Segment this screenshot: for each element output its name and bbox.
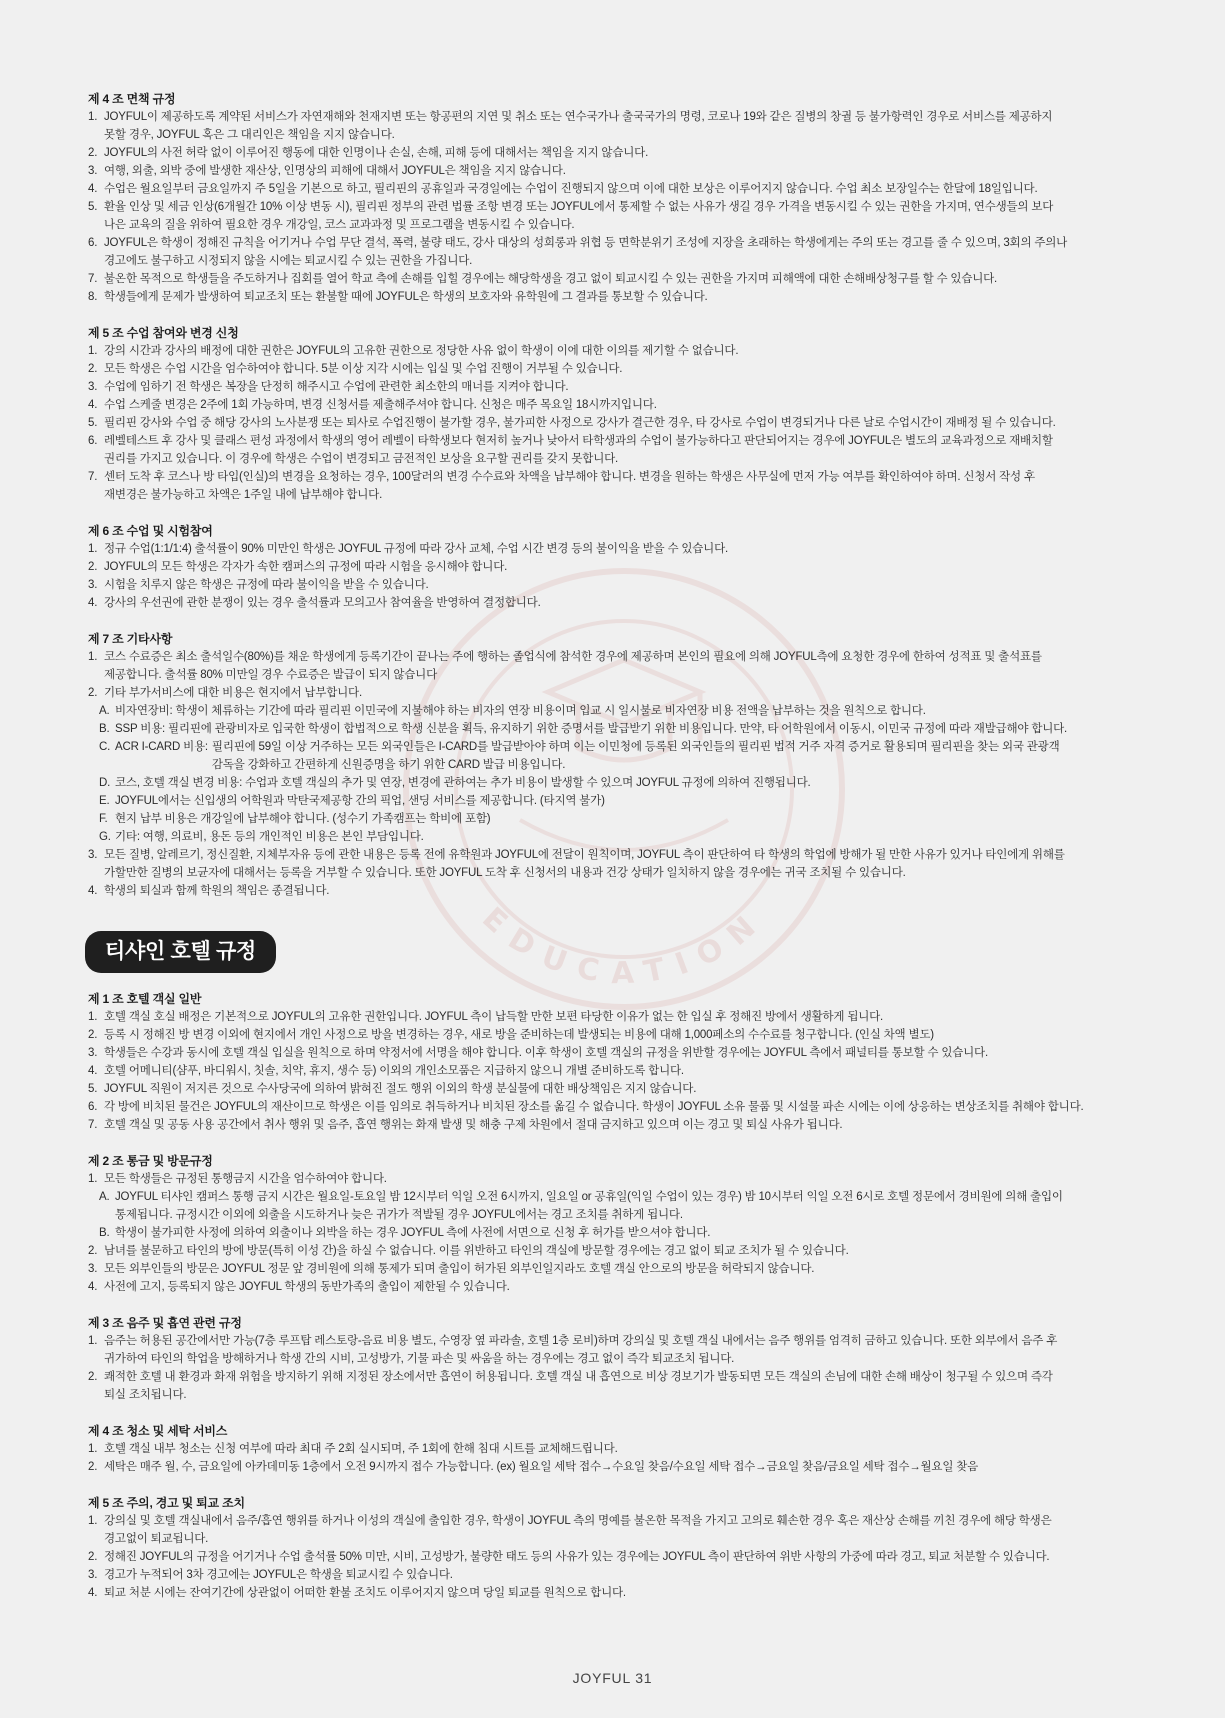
item-text [104, 1368, 1053, 1404]
text-line: 수업은 월요일부터 금요일까지 주 5일을 기본으로 하고, 필리핀의 공휴일과 국경일에는 수업이 진행되지 않으며 이에 대한 보상은 이루어지지 않습니다. 수업 최소 보장일수는 한달에 18일입니다. [104, 183, 1038, 195]
item-text [104, 882, 329, 900]
text-line: 권리를 가지고 있습니다. 이 경우에 학생은 수업이 변경되고 금전적인 보상을 요구할 권리를 갖지 못합니다. [104, 453, 619, 465]
item-number: 1. [88, 345, 98, 357]
list-item [88, 1458, 1178, 1476]
list-item [88, 1548, 1178, 1566]
list-item [88, 1098, 1178, 1116]
text-line: 호텔 객실 및 공동 사용 공간에서 취사 행위 및 음주, 흡연 행위는 화재 발생 및 해충 구제 차원에서 절대 금지하고 있으며 이는 경고 및 퇴실 사유가 됩니다. [104, 1119, 843, 1131]
academy-terms [88, 90, 1178, 900]
item-text [104, 180, 1037, 198]
item-number: 4. [88, 1065, 98, 1077]
list-item [88, 432, 1178, 468]
list-item [88, 1170, 1178, 1188]
item-text [104, 432, 1053, 468]
watermark-text: EDUCATION [475, 900, 773, 992]
item-text [104, 1044, 988, 1062]
item-text [104, 162, 566, 180]
list-item [88, 162, 1178, 180]
sub-item-letter: B. [99, 723, 110, 735]
item-number: 2. [88, 147, 98, 159]
item-label: ACR I-CARD 비용: [115, 741, 208, 753]
item-text [104, 1458, 978, 1476]
item-number: 2. [88, 1551, 98, 1563]
text-line: 정해진 JOYFUL의 규정을 어기거나 수업 출석률 50% 미만, 시비, 고성방가, 불량한 태도 등의 사유가 있는 경우에는 JOYFUL 측이 판단하여 위반 사항의 가중에 따라 경고, 퇴교 처분할 수 있습니다. [104, 1551, 1050, 1563]
item-number: 4. [88, 597, 98, 609]
item-text [104, 378, 568, 396]
list-item [88, 1116, 1178, 1134]
item-number: 1. [88, 1173, 98, 1185]
text-line: 수업 스케줄 변경은 2주에 1회 가능하며, 변경 신청서를 제출해주셔야 합니다. 신청은 매주 목요일 18시까지입니다. [104, 399, 657, 411]
item-number: 1. [88, 651, 98, 663]
list-item [88, 576, 1178, 594]
item-number: 2. [88, 561, 98, 573]
item-text [104, 198, 1053, 234]
item-number: 2. [88, 1461, 98, 1473]
item-text [104, 648, 1042, 684]
item-text [104, 1062, 684, 1080]
item-number: 4. [88, 399, 98, 411]
item-text [104, 576, 429, 594]
text-line: 가할만한 질병의 보균자에 대해서는 등록을 거부할 수 있습니다. 또한 JOYFUL 도착 후 신청서의 내용과 건강 상태가 일치하지 않을 경우에는 귀국 조치될 수 있습니다. [104, 867, 906, 879]
text-line: 현지 납부 비용은 개강일에 납부해야 합니다. (성수기 가족캠프는 학비에 포함) [115, 813, 491, 825]
text-line: 필리핀에 59일 이상 거주하는 모든 외국인들은 I-CARD를 발급받아야 하며 이는 이민청에 등록된 외국인들의 필리핀 법적 거주 자격 증거로 활용되며 필리핀을 찾는 외국 관광객 [211, 741, 1060, 753]
list-item [88, 360, 1178, 378]
text-line: 재변경은 불가능하고 차액은 1주일 내에 납부해야 합니다. [104, 489, 383, 501]
item-number: 1. [88, 1335, 98, 1347]
text-line: 각 방에 비치된 물건은 JOYFUL의 재산이므로 학생은 이를 임의로 취득하거나 비치된 장소를 옮길 수 없습니다. 학생이 JOYFUL 소유 물품 및 시설물 파손 시에는 이에 상응하는 변상조치를 취해야 합니다. [104, 1101, 1084, 1113]
text-line: JOYFUL의 모든 학생은 각자가 속한 캠퍼스의 규정에 따라 시험을 응시해야 합니다. [104, 561, 508, 573]
text-line: 환율 인상 및 세금 인상(6개월간 10% 이상 변동 시), 필리핀 정부의 관련 법률 조항 변경 또는 JOYFUL에서 통제할 수 없는 사유가 생길 경우 가격을 변동시킬 수 있는 권한을 가지며, 연수생들의 보다 [104, 201, 1054, 213]
item-text [104, 1278, 510, 1296]
text-line: 제공합니다. 출석률 80% 미만일 경우 수료증은 발급이 되지 않습니다 [104, 669, 438, 681]
text-line: 여행, 외출, 외박 중에 발생한 재산상, 인명상의 피해에 대해서 JOYFUL은 책임을 지지 않습니다. [104, 165, 566, 177]
text-line: SSP 비용: 필리핀에 관광비자로 입국한 학생이 합법적으로 학생 신분을 획득, 유지하기 위한 증명서를 발급받기 위한 비용입니다. 만약, 타 어학원에서 이동시, 이민국 규정에 따라 재발급해야 합니다. [115, 723, 1068, 735]
text-line: 경고에도 불구하고 시정되지 않을 시에는 퇴교시킬 수 있는 권한을 가집니다. [104, 255, 473, 267]
item-number: 2. [88, 1371, 98, 1383]
list-item [88, 1008, 1178, 1026]
list-item [88, 144, 1178, 162]
item-text [115, 1224, 710, 1242]
article-section [88, 990, 1178, 1134]
text-line: 나은 교육의 질을 위하여 필요한 경우 개강일, 코스 교과과정 및 프로그램을 변동시킬 수 있습니다. [104, 219, 575, 231]
sub-list-item [88, 1188, 1178, 1224]
list-item [88, 594, 1178, 612]
item-text [104, 1440, 618, 1458]
item-text [115, 828, 424, 846]
page-number: JOYFUL 31 [572, 1670, 653, 1686]
text-line: 세탁은 매주 월, 수, 금요일에 아카데미동 1층에서 오전 9시까지 접수 가능합니다. (ex) 월요일 세탁 접수→수요일 찾음/수요일 세탁 접수→금요일 찾음/금요일 세탁 접수→월요일 찾음 [104, 1461, 979, 1473]
item-text [104, 414, 1056, 432]
list-item [88, 270, 1178, 288]
item-text [104, 468, 1035, 504]
list-item [88, 108, 1178, 144]
item-text [104, 558, 507, 576]
list-item [88, 1566, 1178, 1584]
article-section [88, 630, 1178, 900]
item-text [104, 1026, 934, 1044]
item-number: 6. [88, 435, 98, 447]
item-number: 7. [88, 273, 98, 285]
sub-list-item [88, 792, 1178, 810]
sub-list-item [88, 774, 1178, 792]
item-number: 3. [88, 1263, 98, 1275]
item-text [104, 1584, 626, 1602]
list-item [88, 1332, 1178, 1368]
list-item [88, 1368, 1178, 1404]
text-line: JOYFUL 티샤인 캠퍼스 통행 금지 시간은 월요일-토요일 밤 12시부터 익일 오전 6시까지, 일요일 or 공휴일(익일 수업이 있는 경우) 밤 10시부터 익일 오전 6시로 호텔 정문에서 경비원에 의해 출입이 [115, 1191, 1063, 1203]
item-number: 8. [88, 291, 98, 303]
list-item [88, 1080, 1178, 1098]
sub-list-item [88, 1224, 1178, 1242]
item-number: 2. [88, 1245, 98, 1257]
svg-text:EDUCATION [475, 901, 773, 992]
item-text [104, 288, 708, 306]
item-text [115, 720, 1067, 738]
text-line: 기타: 여행, 의료비, 용돈 등의 개인적인 비용은 본인 부담입니다. [115, 831, 424, 843]
article-section [88, 90, 1178, 306]
list-item [88, 540, 1178, 558]
item-number: 2. [88, 687, 98, 699]
list-item [88, 1242, 1178, 1260]
item-number: 7. [88, 1119, 98, 1131]
list-item [88, 1512, 1178, 1548]
text-line: 학생들에게 문제가 발생하여 퇴교조치 또는 환불할 때에 JOYFUL은 학생의 보호자와 유학원에 그 결과를 통보할 수 있습니다. [104, 291, 708, 303]
list-item [88, 414, 1178, 432]
text-line: 사전에 고지, 등록되지 않은 JOYFUL 학생의 동반가족의 출입이 제한될 수 있습니다. [104, 1281, 510, 1293]
text-line: 못할 경우, JOYFUL 혹은 그 대리인은 책임을 지지 않습니다. [104, 129, 395, 141]
list-item [88, 342, 1178, 360]
hotel-terms [88, 990, 1178, 1602]
item-number: 3. [88, 1569, 98, 1581]
list-item [88, 180, 1178, 198]
list-item [88, 1062, 1178, 1080]
item-text [104, 1260, 814, 1278]
sub-item-letter: D. [99, 777, 111, 789]
item-text [104, 594, 541, 612]
list-item [88, 234, 1178, 270]
sub-item-letter: B. [99, 1227, 110, 1239]
text-line: 감독을 강화하고 간편하게 신원증명을 하기 위한 CARD 발급 비용입니다. [211, 759, 566, 771]
item-text [104, 1242, 849, 1260]
text-line: 퇴교 처분 시에는 잔여기간에 상관없이 어떠한 환불 조치도 이루어지지 않으며 당일 퇴교를 원칙으로 합니다. [104, 1587, 626, 1599]
text-line: 코스 수료증은 최소 출석일수(80%)를 채운 학생에게 등록기간이 끝나는 주에 행하는 졸업식에 참석한 경우에 제공하며 본인의 필요에 의해 JOYFUL측에 요청한 경우에 한하여 성적표 및 출석표를 [104, 651, 1042, 663]
text-line: 강의실 및 호텔 객실내에서 음주/흡연 행위를 하거나 이성의 객실에 출입한 경우, 학생이 JOYFUL 측의 명예를 불온한 목적을 가지고 고의로 훼손한 경우 혹은 재산상 손해를 끼친 경우에 해당 학생은 [104, 1515, 1052, 1527]
sub-item-letter: G. [99, 831, 111, 843]
item-text [115, 1188, 1063, 1224]
list-item [88, 378, 1178, 396]
item-number: 3. [88, 381, 98, 393]
item-number: 7. [88, 471, 98, 483]
article-section [88, 1314, 1178, 1404]
list-item [88, 396, 1178, 414]
sub-item-letter: F. [99, 813, 108, 825]
list-item [88, 846, 1178, 882]
text-line: JOYFUL의 사전 허락 없이 이루어진 행동에 대한 인명이나 손실, 손해, 피해 등에 대해서는 책임을 지지 않습니다. [104, 147, 649, 159]
article-heading: 제 2 조 통금 및 방문규정 [88, 1154, 213, 1168]
item-text [104, 1170, 387, 1188]
item-text [104, 1098, 1083, 1116]
item-text [115, 774, 811, 792]
text-line: 모든 학생은 수업 시간을 엄수하여야 합니다. 5분 이상 지각 시에는 입실 및 수업 진행이 거부될 수 있습니다. [104, 363, 623, 375]
section-banner [85, 931, 276, 973]
list-item [88, 288, 1178, 306]
item-text [104, 1332, 1057, 1368]
list-item [88, 198, 1178, 234]
list-item [88, 1584, 1178, 1602]
sub-item-letter: C. [99, 741, 111, 753]
list-item [88, 1026, 1178, 1044]
text-line: 모든 질병, 알레르기, 정신질환, 지체부자유 등에 관한 내용은 등록 전에 유학원과 JOYFUL에 전달이 원칙이며, JOYFUL 측이 판단하여 타 학생의 학업에 방해가 될 만한 사유가 있거나 타인에게 위해를 [104, 849, 1065, 861]
item-number: 1. [88, 1515, 98, 1527]
sub-list-item [88, 738, 1178, 774]
text-line: 호텔 객실 호실 배정은 기본적으로 JOYFUL의 고유한 권한입니다. JOYFUL 측이 납득할 만한 보편 타당한 이유가 없는 한 입실 후 정해진 방에서 생활하게 됩니다. [104, 1011, 884, 1023]
text-line: JOYFUL에서는 신입생의 어학원과 막탄국제공항 간의 픽업, 샌딩 서비스를 제공합니다. (타지역 불가) [115, 795, 605, 807]
text-line: 모든 외부인들의 방문은 JOYFUL 정문 앞 경비원에 의해 통제가 되며 출입이 허가된 외부인일지라도 호텔 객실 안으로의 방문을 허락되지 않습니다. [104, 1263, 815, 1275]
sub-list-item [88, 720, 1178, 738]
item-text [104, 1566, 453, 1584]
text-line: 호텔 어메니티(샴푸, 바디워시, 칫솔, 치약, 휴지, 생수 등) 이외의 개인소모품은 지급하지 않으니 개별 준비하도록 합니다. [104, 1065, 684, 1077]
list-item [88, 1260, 1178, 1278]
item-text [212, 738, 1060, 774]
text-line: 강의 시간과 강사의 배정에 대한 권한은 JOYFUL의 고유한 권한으로 정당한 사유 없이 학생이 이에 대한 이의를 제기할 수 없습니다. [104, 345, 739, 357]
item-number: 5. [88, 417, 98, 429]
article-heading: 제 4 조 청소 및 세탁 서비스 [88, 1424, 228, 1438]
item-text [104, 1116, 842, 1134]
item-number: 3. [88, 165, 98, 177]
article-heading: 제 3 조 음주 및 흡연 관련 규정 [88, 1316, 242, 1330]
item-text [115, 810, 490, 828]
text-line: 경고없이 퇴교됩니다. [104, 1533, 209, 1545]
text-line: JOYFUL이 제공하도록 계약된 서비스가 자연재해와 천재지변 또는 항공편의 지연 및 취소 또는 연수국가나 출국국가의 명령, 코로나 19와 같은 질병의 창궐 등 불가항력인 경우로 서비스를 제공하지 [104, 111, 1053, 123]
item-number: 5. [88, 1083, 98, 1095]
text-line: 강사의 우선권에 관한 분쟁이 있는 경우 출석률과 모의고사 참여율을 반영하여 결정합니다. [104, 597, 541, 609]
item-number: 1. [88, 1443, 98, 1455]
item-number: 4. [88, 1587, 98, 1599]
article-section [88, 1494, 1178, 1602]
list-item [88, 648, 1178, 684]
item-number: 4. [88, 1281, 98, 1293]
text-line: 비자연장비: 학생이 체류하는 기간에 따라 필리핀 이민국에 지불해야 하는 비자의 연장 비용이며 입교 시 일시불로 비자연장 비용 전액을 납부하는 것을 원칙으로 합니다. [115, 705, 926, 717]
item-text [104, 108, 1052, 144]
text-line: 정규 수업(1:1/1:4) 출석률이 90% 미만인 학생은 JOYFUL 규정에 따라 강사 교체, 수업 시간 변경 등의 불이익을 받을 수 있습니다. [104, 543, 728, 555]
text-line: 센터 도착 후 코스나 방 타입(인실)의 변경을 요청하는 경우, 100달러의 변경 수수료와 차액을 납부해야 합니다. 변경을 원하는 학생은 사무실에 먼저 가능 여부를 확인하여야 하며. 신청서 작성 후 [104, 471, 1035, 483]
text-line: 경고가 누적되어 3차 경고에는 JOYFUL은 학생을 퇴교시킬 수 있습니다. [104, 1569, 453, 1581]
item-text [104, 1512, 1052, 1548]
text-line: 호텔 객실 내부 청소는 신청 여부에 따라 최대 주 2회 실시되며, 주 1회에 한해 침대 시트를 교체해드립니다. [104, 1443, 618, 1455]
item-text [104, 1008, 883, 1026]
sub-list-item [88, 702, 1178, 720]
item-number: 2. [88, 1029, 98, 1041]
article-heading: 제 4 조 면책 규정 [88, 92, 176, 106]
item-text [104, 1080, 696, 1098]
text-line: JOYFUL은 학생이 정해진 규칙을 어기거나 수업 무단 결석, 폭력, 불량 태도, 강사 대상의 성희롱과 위협 등 면학분위기 조성에 지장을 초래하는 학생에게는 주의 또는 경고를 줄 수 있으며, 3회의 주의나 [104, 237, 1068, 249]
text-line: 기타 부가서비스에 대한 비용은 현지에서 납부합니다. [104, 687, 362, 699]
sub-item-letter: A. [99, 705, 110, 717]
item-number: 1. [88, 111, 98, 123]
item-number: 4. [88, 183, 98, 195]
item-text [104, 234, 1067, 270]
text-line: 모든 학생들은 규정된 통행금지 시간을 엄수하여야 합니다. [104, 1173, 387, 1185]
item-number: 1. [88, 1011, 98, 1023]
sub-list-item [88, 810, 1178, 828]
text-line: JOYFUL 직원이 저지른 것으로 수사당국에 의하여 밝혀진 절도 행위 이외의 학생 분실물에 대한 배상책임은 지지 않습니다. [104, 1083, 697, 1095]
article-heading: 제 5 조 수업 참여와 변경 신청 [88, 326, 239, 340]
article-section [88, 1422, 1178, 1476]
item-text [104, 270, 997, 288]
banner-title: 티샤인 호텔 규정 [105, 940, 256, 963]
text-line: 시험을 치루지 않은 학생은 규정에 따라 불이익을 받을 수 있습니다. [104, 579, 429, 591]
item-number: 6. [88, 237, 98, 249]
text-line: 코스, 호텔 객실 변경 비용: 수업과 호텔 객실의 추가 및 연장, 변경에 관하여는 추가 비용이 발생할 수 있으며 JOYFUL 규정에 의하여 진행됩니다. [115, 777, 811, 789]
text-line: 남녀를 불문하고 타인의 방에 방문(특히 이성 간)을 하실 수 없습니다. 이를 위반하고 타인의 객실에 방문할 경우에는 경고 없이 퇴교 조치가 될 수 있습니다. [104, 1245, 849, 1257]
article-section [88, 324, 1178, 504]
text-line: 등록 시 정해진 방 변경 이외에 현지에서 개인 사정으로 방을 변경하는 경우, 새로 방을 준비하는데 발생되는 비용에 대해 1,000페소의 수수료를 청구합니다. (인실 차액 별도) [104, 1029, 934, 1041]
article-heading: 제 6 조 수업 및 시험참여 [88, 524, 213, 538]
text-line: 학생이 불가피한 사정에 의하여 외출이나 외박을 하는 경우 JOYFUL 측에 사전에 서면으로 신청 후 허가를 받으셔야 합니다. [115, 1227, 711, 1239]
article-heading: 제 1 조 호텔 객실 일반 [88, 992, 202, 1006]
item-text [104, 846, 1065, 882]
item-number: 6. [88, 1101, 98, 1113]
item-number: 3. [88, 1047, 98, 1059]
sub-item-letter: E. [99, 795, 110, 807]
list-item [88, 882, 1178, 900]
article-section [88, 1152, 1178, 1296]
item-text [104, 540, 728, 558]
item-text [104, 684, 362, 702]
list-item [88, 1440, 1178, 1458]
item-number: 1. [88, 543, 98, 555]
article-heading: 제 5 조 주의, 경고 및 퇴교 조치 [88, 1496, 245, 1510]
sub-item-letter: A. [99, 1191, 110, 1203]
item-text [104, 396, 657, 414]
text-line: 레벨테스트 후 강사 및 클래스 편성 과정에서 학생의 영어 레벨이 타학생보다 현저히 높거나 낮아서 타학생과의 수업이 불가능하다고 판단되어지는 경우에 JOYFUL은 별도의 교육과정으로 재배치할 [104, 435, 1053, 447]
sub-list-item [88, 828, 1178, 846]
item-text [115, 702, 926, 720]
item-number: 3. [88, 579, 98, 591]
text-line: 쾌적한 호텔 내 환경과 화재 위험을 방지하기 위해 지정된 장소에서만 흡연이 허용됩니다. 호텔 객실 내 흡연으로 비상 경보기가 발동되면 모든 객실의 손님에 대한 손해 배상이 청구될 수 있으며 즉각 [104, 1371, 1053, 1383]
list-item [88, 558, 1178, 576]
text-line: 퇴실 조치됩니다. [104, 1389, 187, 1401]
item-text [104, 360, 622, 378]
list-item [88, 1044, 1178, 1062]
text-line: 수업에 임하기 전 학생은 복장을 단정히 해주시고 수업에 관련한 최소한의 매너를 지켜야 합니다. [104, 381, 569, 393]
list-item [88, 1278, 1178, 1296]
list-item [88, 684, 1178, 702]
text-line: 필리핀 강사와 수업 중 해당 강사의 노사분쟁 또는 퇴사로 수업진행이 불가할 경우, 불가피한 사정으로 강사가 결근한 경우, 타 강사로 수업이 변경되거나 다른 날로 수업시간이 재배정 될 수 있습니다. [104, 417, 1056, 429]
item-text [104, 1548, 1049, 1566]
item-text [115, 792, 605, 810]
text-line: 음주는 허용된 공간에서만 가능(7층 루프탑 레스토랑-음료 비용 별도, 수영장 옆 파라솔, 호텔 1층 로비)하며 강의실 및 호텔 객실 내에서는 음주 행위를 엄격히 금하고 있습니다. 또한 외부에서 음주 후 [104, 1335, 1058, 1347]
text-line: 귀가하여 타인의 학업을 방해하거나 학생 간의 시비, 고성방가, 기물 파손 및 싸움을 하는 경우에는 경고 없이 즉각 퇴교조치 됩니다. [104, 1353, 735, 1365]
item-text [104, 144, 648, 162]
text-line: 학생의 퇴실과 함께 학원의 책임은 종결됩니다. [104, 885, 330, 897]
article-heading: 제 7 조 기타사항 [88, 632, 173, 646]
item-number: 2. [88, 363, 98, 375]
item-number: 3. [88, 849, 98, 861]
item-text [104, 342, 738, 360]
item-number: 4. [88, 885, 98, 897]
text-line: 통제됩니다. 규정시간 이외에 외출을 시도하거나 늦은 귀가가 적발될 경우 JOYFUL에서는 경고 조치를 취하게 됩니다. [115, 1209, 683, 1221]
text-line: 불온한 목적으로 학생들을 주도하거나 집회를 열어 학교 측에 손해를 입힐 경우에는 해당학생을 경고 없이 퇴교시킬 수 있는 권한을 가지며 피해액에 대한 손해배상청구를 할 수 있습니다. [104, 273, 998, 285]
item-number: 5. [88, 201, 98, 213]
list-item [88, 468, 1178, 504]
article-section [88, 522, 1178, 612]
text-line: 학생들은 수강과 동시에 호텔 객실 입실을 원칙으로 하며 약정서에 서명을 해야 합니다. 이후 학생이 호텔 객실의 규정을 위반할 경우에는 JOYFUL 측에서 패널티를 통보할 수 있습니다. [104, 1047, 988, 1059]
